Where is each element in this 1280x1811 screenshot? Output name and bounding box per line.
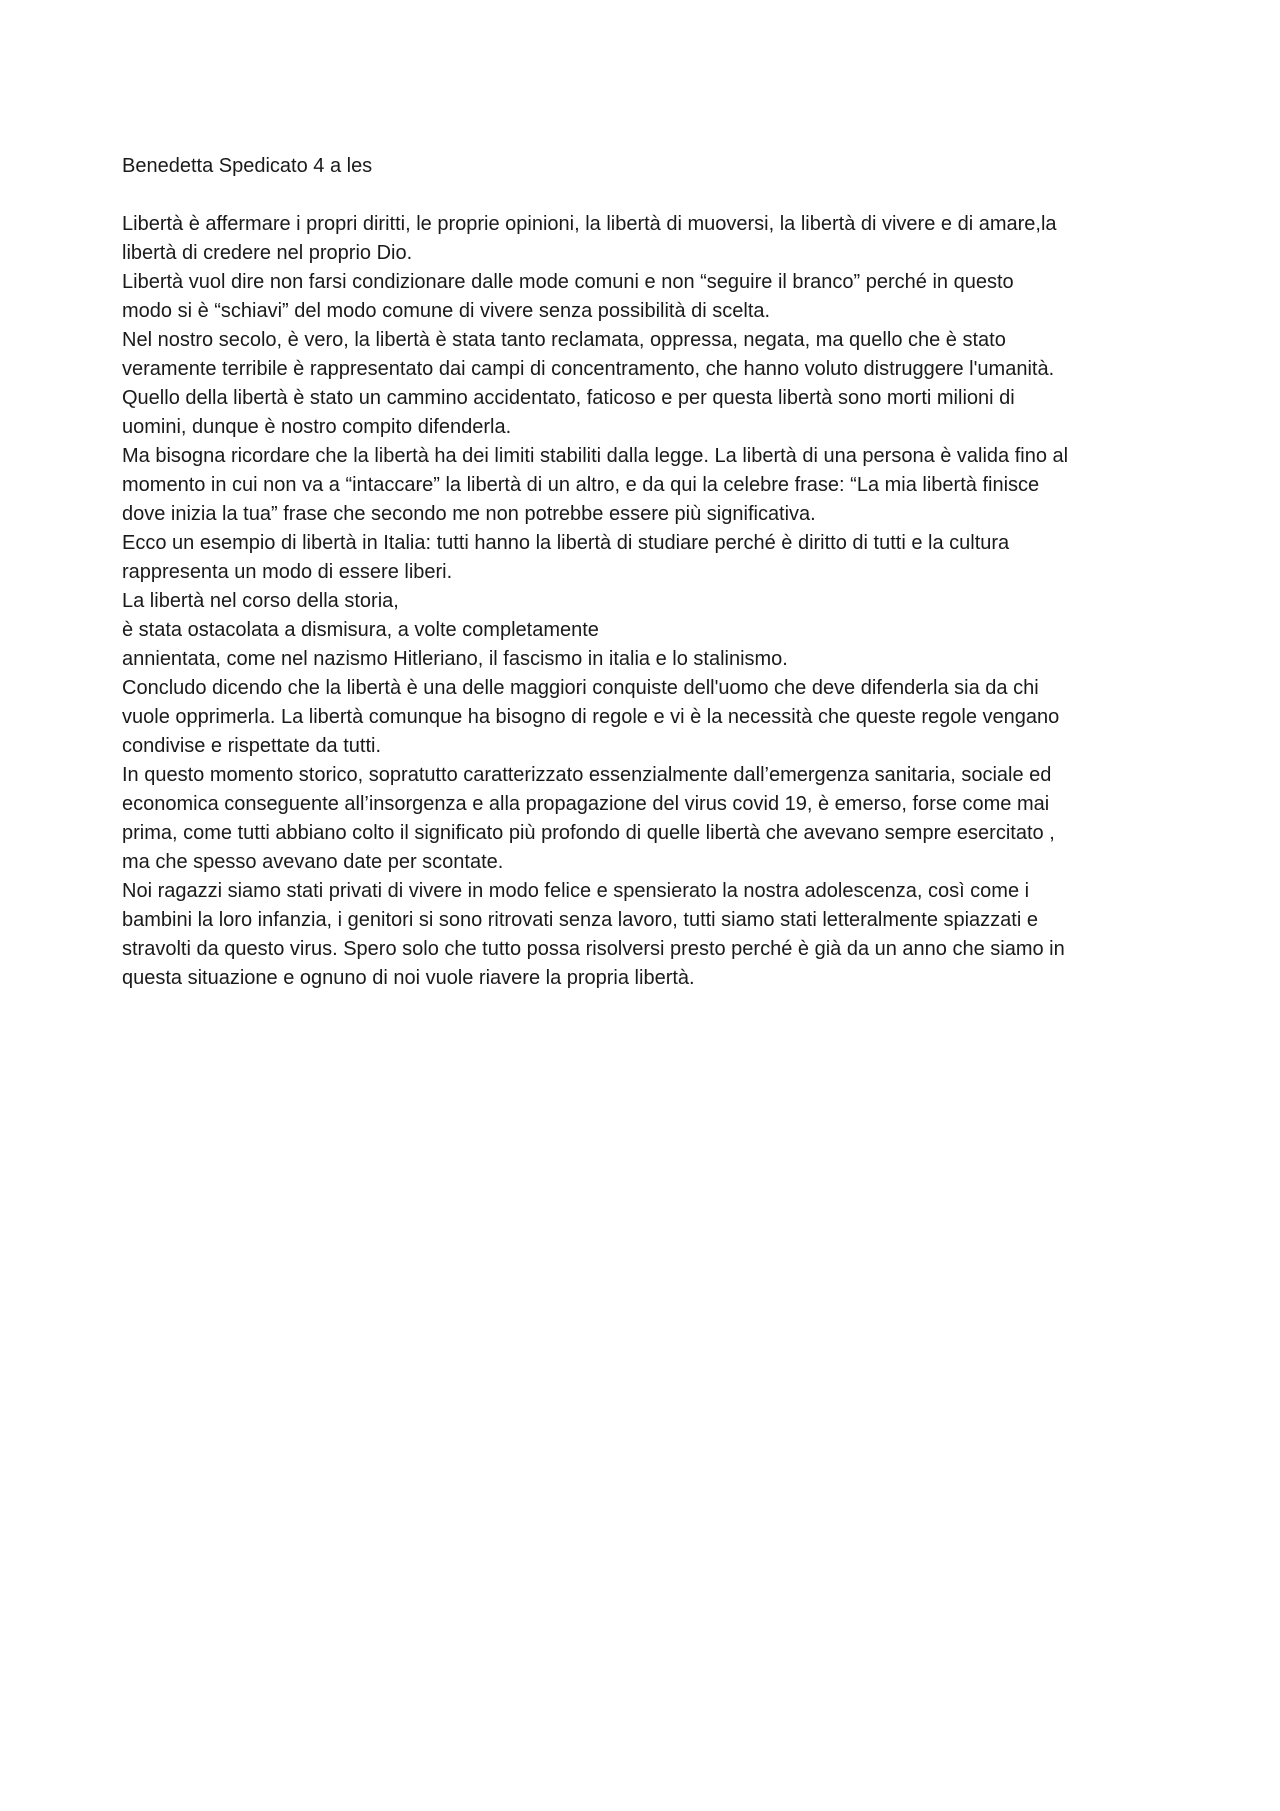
author-line: Benedetta Spedicato 4 a les xyxy=(122,155,373,177)
document-body xyxy=(122,152,1168,993)
paragraph xyxy=(122,268,1168,326)
paragraph xyxy=(122,442,1168,529)
paragraph xyxy=(122,326,1168,384)
text-line: vuole opprimerla. La libertà comunque ha bisogno di regole e vi è la necessità che queste regole vengano xyxy=(122,706,1060,728)
text-line: Quello della libertà è stato un cammino accidentato, faticoso e per questa libertà sono morti milioni di xyxy=(122,387,1015,409)
text-line: La libertà nel corso della storia, xyxy=(122,590,399,612)
text-line: condivise e rispettate da tutti. xyxy=(122,735,382,757)
text-line: questa situazione e ognuno di noi vuole riavere la propria libertà. xyxy=(122,967,695,989)
paragraph xyxy=(122,877,1168,993)
text-line: dove inizia la tua” frase che secondo me non potrebbe essere più significativa. xyxy=(122,503,816,525)
text-line: è stata ostacolata a dismisura, a volte completamente xyxy=(122,619,599,641)
text-line: Ecco un esempio di libertà in Italia: tutti hanno la libertà di studiare perché è diritto di tutti e la cultura xyxy=(122,532,1010,554)
text-line: momento in cui non va a “intaccare” la libertà di un altro, e da qui la celebre frase: “La mia libertà finisce xyxy=(122,474,1040,496)
text-line: Libertà vuol dire non farsi condizionare dalle mode comuni e non “seguire il branco” perché in questo xyxy=(122,271,1014,293)
paragraph xyxy=(122,529,1168,587)
text-line: prima, come tutti abbiano colto il significato più profondo di quelle libertà che avevano sempre esercitato , xyxy=(122,822,1055,844)
text-line: economica conseguente all’insorgenza e alla propagazione del virus covid 19, è emerso, forse come mai xyxy=(122,793,1050,815)
paragraph xyxy=(122,384,1168,442)
text-line: uomini, dunque è nostro compito difenderla. xyxy=(122,416,512,438)
text-line: veramente terribile è rappresentato dai campi di concentramento, che hanno voluto distruggere l'umanità. xyxy=(122,358,1055,380)
text-line: stravolti da questo virus. Spero solo che tutto possa risolversi presto perché è già da un anno che siamo in xyxy=(122,938,1065,960)
text-line: Concludo dicendo che la libertà è una delle maggiori conquiste dell'uomo che deve difenderla sia da chi xyxy=(122,677,1039,699)
paragraph xyxy=(122,761,1168,877)
text-line: Nel nostro secolo, è vero, la libertà è stata tanto reclamata, oppressa, negata, ma quello che è stato xyxy=(122,329,1006,351)
text-line: Noi ragazzi siamo stati privati di vivere in modo felice e spensierato la nostra adolescenza, così come i xyxy=(122,880,1030,902)
text-line: rappresenta un modo di essere liberi. xyxy=(122,561,453,583)
text-line: In questo momento storico, sopratutto caratterizzato essenzialmente dall’emergenza sanitaria, sociale ed xyxy=(122,764,1052,786)
paragraph xyxy=(122,210,1168,268)
text-line: bambini la loro infanzia, i genitori si sono ritrovati senza lavoro, tutti siamo stati letteralmente spiazzati e xyxy=(122,909,1038,931)
text-line: annientata, come nel nazismo Hitleriano, il fascismo in italia e lo stalinismo. xyxy=(122,648,788,670)
paragraph xyxy=(122,587,1168,674)
paragraph xyxy=(122,674,1168,761)
text-line: modo si è “schiavi” del modo comune di vivere senza possibilità di scelta. xyxy=(122,300,771,322)
text-line: ma che spesso avevano date per scontate. xyxy=(122,851,504,873)
text-line: Libertà è affermare i propri diritti, le proprie opinioni, la libertà di muoversi, la libertà di vivere e di amare,la xyxy=(122,213,1057,235)
text-line: libertà di credere nel proprio Dio. xyxy=(122,242,413,264)
text-line: Ma bisogna ricordare che la libertà ha dei limiti stabiliti dalla legge. La libertà di una persona è valida fino al xyxy=(122,445,1069,467)
